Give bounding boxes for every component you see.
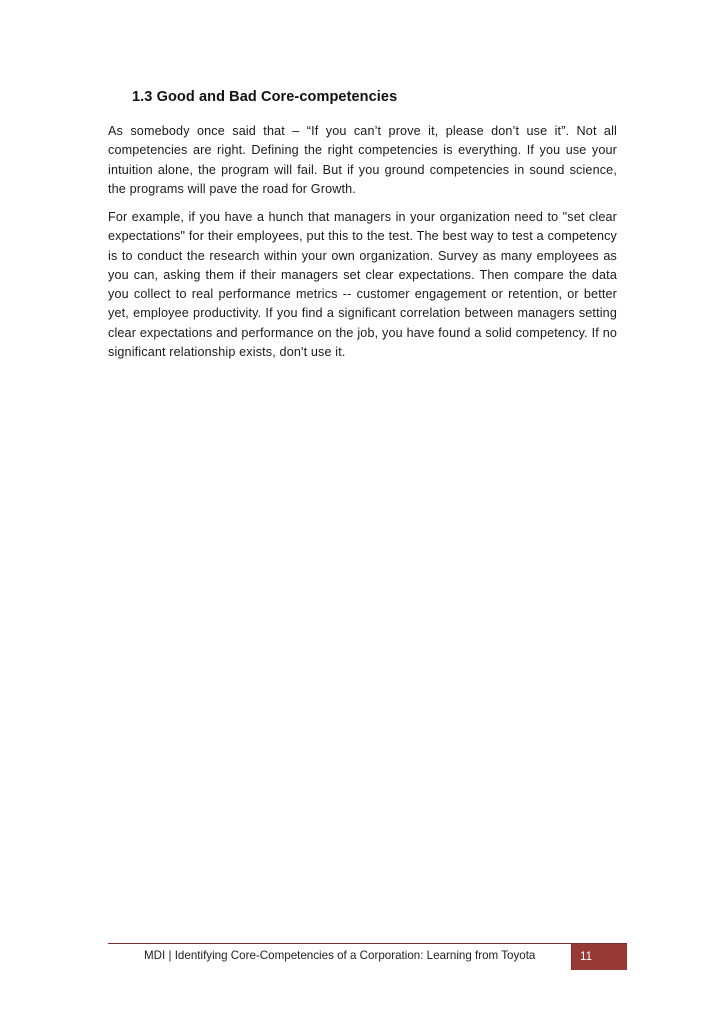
page-number: 11 <box>572 944 627 970</box>
footer-title: MDI | Identifying Core-Competencies of a Corporation: Learning from Toyota <box>144 949 536 962</box>
paragraph-intro: As somebody once said that – “If you can’t prove it, please don’t use it”. Not all competencies are right. Defining the right competencies is everything. If you use your intuition alone, the program will fail. But if you ground competencies in sound science, the programs will pave the road for Growth. <box>108 124 617 196</box>
section-heading: 1.3 Good and Bad Core-competencies <box>132 89 398 105</box>
paragraph-example: For example, if you have a hunch that managers in your organization need to "set clear expectations" for their employees, put this to the test. The best way to test a competency is to conduct the research within your own organization. Survey as many employees as you can, asking them if their managers set clear expectations. Then compare the data you collect to real performance metrics -- customer engagement or retention, or better yet, employee productivity. If you find a significant correlation between managers setting clear expectations and performance on the job, you have found a solid competency. If no significant relationship exists, don't use it. <box>108 210 617 360</box>
footer-rule <box>108 943 627 944</box>
